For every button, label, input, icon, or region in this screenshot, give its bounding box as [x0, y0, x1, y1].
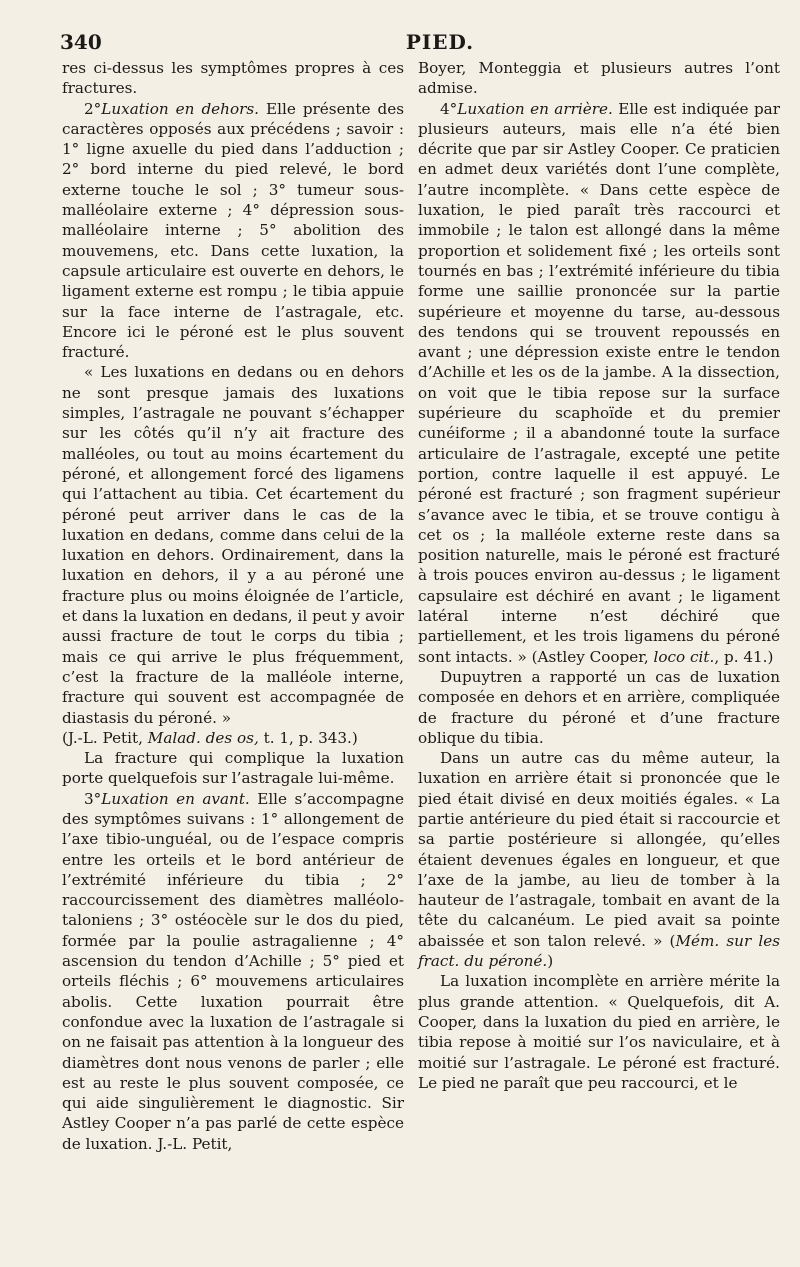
citation-text: , p. 41.) — [714, 647, 774, 666]
left-column — [62, 58, 404, 1154]
section-heading: Luxation en avant. — [101, 789, 250, 808]
paragraph — [418, 748, 780, 971]
paragraph: res ci-dessus les symptômes propres à ces fractures. — [62, 59, 404, 98]
section-heading: Luxation en dehors. — [101, 99, 259, 118]
citation-text: t. 1, p. 343.) — [258, 728, 358, 747]
section-number: 2° — [84, 99, 102, 118]
citation-text: (J.-L. Petit, — [62, 728, 148, 747]
citation-title: loco cit. — [653, 647, 715, 666]
paragraph — [62, 789, 404, 1154]
section-heading: Luxation en arrière. — [457, 99, 613, 118]
paragraph — [62, 99, 404, 363]
paragraph-text: Dans un autre cas du même auteur, la luxation en arrière était si prononcée que le pied était divisé en deux moitiés égales. « La partie antérieure du pied était si raccourcie et sa partie postérieure si allongée, qu’elles étaient devenues égales en longueur, et que l’axe de la jambe, au lieu de tomber à la hauteur de l’astragale, tombait en avant de la tête du calcanéum. Le pied avait sa pointe abaissée et son talon relevé. » ( — [418, 749, 780, 950]
paragraph-text: Elle présente des caractères opposés aux précédens ; savoir : 1° ligne axuelle du pied dans l’adduction ; 2° bord interne du pied relevé, le bord externe touche le sol ; 3° tumeur sous-malléolaire externe ; 4° dépression sous-malléolaire interne ; 5° abolition des mouvemens, etc. Dans cette luxation, la capsule articulaire est ouverte en dehors, le ligament externe est rompu ; le tibia appuie sur la face interne de l’astragale, etc. Encore ici le péroné est le plus souvent fracturé. — [62, 99, 404, 362]
section-number: 3° — [84, 789, 102, 808]
paragraph: La luxation incomplète en arrière mérite la plus grande attention. « Quelquefois, dit A. Cooper, dans la luxation du pied en arrière, le tibia repose à moitié sur l’os naviculaire, et à moitié sur l’astragale. Le péroné est fracturé. Le pied ne paraît que peu raccourci, et le — [418, 972, 780, 1092]
paragraph-text: Elle s’accompagne des symptômes suivans : 1° allongement de l’axe tibio-unguéal, ou de l’espace compris entre les orteils et le bord antérieur de l’extrémité inférieure du tibia ; 2° raccourcissement des diamètres malléolo-taloniens ; 3° ostéocèle sur le dos du pied, formée par la poulie astragalienne ; 4° ascension du tendon d’Achille ; 5° pied et orteils fléchis ; 6° mouvemens articulaires abolis. Cette luxation pourrait être confondue avec la luxation de l’astragale si on ne faisait pas attention à la longueur des diamètres dont nous venons de parler ; elle est au reste le plus souvent composée, ce qui aide singulièrement le diagnostic. Sir Astley Cooper n’a pas parlé de cette espèce de luxation. J.-L. Petit, — [62, 789, 405, 1153]
page-header — [60, 30, 778, 58]
paragraph: Boyer, Monteggia et plusieurs autres l’ont admise. — [418, 59, 780, 98]
section-number: 4° — [440, 99, 458, 118]
paragraph-text: Elle est indiquée par plusieurs auteurs, mais elle n’a été bien décrite que par sir Astley Cooper. Ce praticien en admet deux variétés dont l’une complète, l’autre incomplète. « Dans cette espèce de luxation, le pied paraît très raccourci et immobile ; le talon est allongé dans la même proportion et solidement fixé ; les orteils sont tournés en bas ; l’extrémité inférieure du tibia forme une saillie prononcée sur la partie supérieure et moyenne du tarse, au-dessous des tendons qui se trouvent repoussés en avant ; une dépression existe entre le tendon d’Achille et les os de la jambe. A la dissection, on voit que le tibia repose sur la surface supérieure du scaphoïde et du premier cunéiforme ; il a abandonné toute la surface articulaire de l’astragale, excepté une petite portion, contre laquelle il est appuyé. Le péroné est fracturé ; son fragment supérieur s’avance avec le tibia, et se trouve contigu à cet os ; la malléole externe reste dans sa position naturelle, mais le péroné est fracturé à trois pouces environ au-dessus ; le ligament capsulaire est déchiré en avant ; le ligament latéral interne n’est déchiré que partiellement, et les trois ligamens du péroné sont intacts. » (Astley Cooper, — [418, 99, 780, 666]
running-head: PIED. — [405, 30, 475, 54]
citation-title: Malad. des os, — [147, 728, 259, 747]
paragraph: La fracture qui complique la luxation porte quelquefois sur l’astragale lui-même. — [62, 749, 404, 788]
right-column — [418, 58, 780, 1093]
paragraph — [418, 99, 780, 667]
page-number: 340 — [60, 30, 102, 54]
paragraph: Dupuytren a rapporté un cas de luxation composée en dehors et en arrière, compliquée de fracture du péroné et d’une fracture oblique du tibia. — [418, 667, 780, 747]
paragraph: « Les luxations en dedans ou en dehors ne sont presque jamais des luxations simples, l’astragale ne pouvant s’échapper sur les côtés qu’il n’y ait fracture des malléoles, ou tout au moins écartement du péroné, et allongement forcé des ligamens qui l’attachent au tibia. Cet écartement du péroné peut arriver dans le cas de la luxation en dedans, comme dans celui de la luxation en dehors. Ordinairement, dans la luxation en dehors, il y a au péroné une fracture plus ou moins éloignée de l’article, et dans la luxation en dedans, il peut y avoir aussi fracture de tout le corps du tibia ; mais ce qui arrive le plus fréquemment, c’est la fracture de la malléole interne, fracture qui souvent est accompagnée de diastasis du péroné. » — [62, 363, 404, 727]
citation-title: Mém. sur les fract. du péroné. — [418, 931, 780, 971]
citation-text: ) — [547, 952, 554, 971]
citation — [62, 728, 404, 748]
